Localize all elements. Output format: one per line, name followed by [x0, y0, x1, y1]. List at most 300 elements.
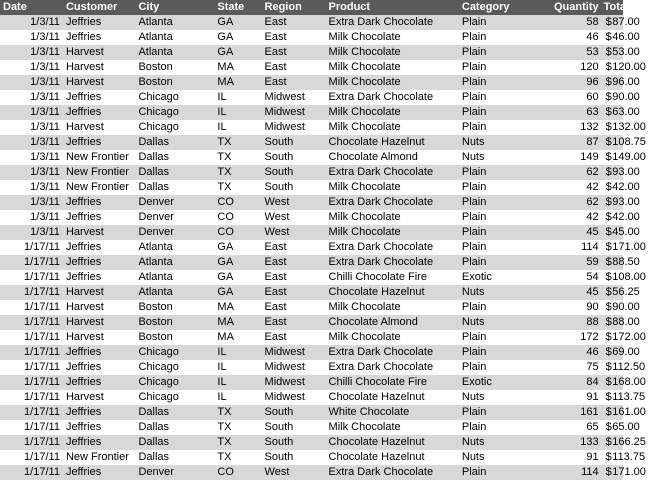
cell-total-sales[interactable]: 132.00	[612, 121, 646, 133]
cell-total-sales[interactable]: 149.00	[612, 151, 646, 163]
cell-category[interactable]: Exotic	[461, 271, 492, 283]
cell-product[interactable]: Milk Chocolate	[328, 46, 401, 58]
cell-date[interactable]: 1/17/11	[24, 256, 60, 268]
cell-total-sales[interactable]: 53.00	[612, 46, 640, 58]
cell-region[interactable]: South	[264, 136, 294, 148]
cell-category[interactable]: Nuts	[461, 391, 485, 403]
cell-total-sales[interactable]: 90.00	[612, 301, 640, 313]
cell-product[interactable]: Extra Dark Chocolate	[328, 346, 434, 358]
cell-category[interactable]: Plain	[461, 31, 487, 43]
cell-total-sales[interactable]: 42.00	[612, 181, 640, 193]
cell-quantity[interactable]: 63	[586, 106, 599, 118]
cell-currency-symbol[interactable]: $	[605, 391, 612, 403]
cell-quantity[interactable]: 58	[586, 16, 599, 28]
cell-category[interactable]: Plain	[461, 46, 487, 58]
cell-quantity[interactable]: 91	[586, 451, 599, 463]
cell-region[interactable]: East	[264, 61, 287, 73]
cell-currency-symbol[interactable]: $	[605, 46, 612, 58]
cell-customer[interactable]: Harvest	[65, 391, 104, 403]
cell-total-sales[interactable]: 45.00	[612, 226, 640, 238]
cell-product[interactable]: Chilli Chocolate Fire	[328, 271, 427, 283]
cell-date[interactable]: 1/17/11	[24, 286, 60, 298]
cell-customer[interactable]: Harvest	[65, 331, 104, 343]
cell-city[interactable]: Denver	[138, 196, 174, 208]
cell-region[interactable]: South	[264, 436, 294, 448]
cell-quantity[interactable]: 87	[586, 136, 599, 148]
cell-date[interactable]: 1/3/11	[30, 226, 60, 238]
cell-region[interactable]: West	[264, 211, 290, 223]
cell-category[interactable]: Plain	[461, 406, 487, 418]
cell-date[interactable]: 1/17/11	[24, 301, 60, 313]
cell-state[interactable]: IL	[217, 106, 227, 118]
cell-total-sales[interactable]: 120.00	[612, 61, 646, 73]
cell-quantity[interactable]: 114	[581, 466, 599, 478]
cell-date[interactable]: 1/3/11	[30, 61, 60, 73]
cell-category[interactable]: Nuts	[461, 316, 485, 328]
cell-city[interactable]: Dallas	[138, 151, 170, 163]
cell-date[interactable]: 1/17/11	[24, 316, 60, 328]
cell-state[interactable]: GA	[217, 46, 234, 58]
cell-city[interactable]: Dallas	[138, 421, 170, 433]
cell-state[interactable]: IL	[217, 346, 227, 358]
cell-state[interactable]: GA	[217, 256, 234, 268]
cell-date[interactable]: 1/17/11	[24, 241, 60, 253]
cell-category[interactable]: Plain	[461, 346, 487, 358]
cell-total-sales[interactable]: 161.00	[612, 406, 646, 418]
cell-currency-symbol[interactable]: $	[605, 91, 612, 103]
cell-date[interactable]: 1/17/11	[24, 376, 60, 388]
cell-date[interactable]: 1/17/11	[24, 361, 60, 373]
cell-quantity[interactable]: 120	[580, 61, 599, 73]
cell-quantity[interactable]: 59	[586, 256, 599, 268]
cell-customer[interactable]: New Frontier	[65, 151, 129, 163]
cell-city[interactable]: Dallas	[138, 136, 170, 148]
cell-city[interactable]: Dallas	[138, 451, 170, 463]
cell-category[interactable]: Plain	[461, 181, 487, 193]
cell-date[interactable]: 1/17/11	[24, 406, 60, 418]
cell-quantity[interactable]: 172	[580, 331, 599, 343]
cell-category[interactable]: Nuts	[461, 151, 485, 163]
cell-product[interactable]: Milk Chocolate	[328, 121, 401, 133]
cell-customer[interactable]: Jeffries	[65, 241, 102, 253]
cell-date[interactable]: 1/3/11	[30, 76, 60, 88]
cell-product[interactable]: Milk Chocolate	[328, 181, 401, 193]
cell-product[interactable]: Chocolate Hazelnut	[328, 436, 425, 448]
cell-customer[interactable]: Harvest	[65, 316, 104, 328]
cell-product[interactable]: Chocolate Hazelnut	[328, 391, 425, 403]
cell-product[interactable]: Chocolate Almond	[328, 151, 418, 163]
cell-city[interactable]: Atlanta	[138, 31, 173, 43]
cell-city[interactable]: Boston	[138, 301, 173, 313]
cell-product[interactable]: Chilli Chocolate Fire	[328, 376, 427, 388]
cell-currency-symbol[interactable]: $	[605, 16, 612, 28]
cell-city[interactable]: Chicago	[138, 346, 179, 358]
cell-currency-symbol[interactable]: $	[605, 376, 612, 388]
cell-category[interactable]: Plain	[461, 196, 487, 208]
cell-state[interactable]: MA	[217, 301, 234, 313]
cell-city[interactable]: Boston	[138, 331, 173, 343]
cell-total-sales[interactable]: 171.00	[612, 241, 646, 253]
cell-quantity[interactable]: 132	[580, 121, 599, 133]
cell-category[interactable]: Plain	[461, 76, 487, 88]
cell-quantity[interactable]: 54	[586, 271, 599, 283]
cell-quantity[interactable]: 46	[586, 31, 599, 43]
cell-region[interactable]: East	[264, 331, 287, 343]
cell-category[interactable]: Plain	[461, 421, 487, 433]
cell-state[interactable]: GA	[217, 241, 234, 253]
cell-customer[interactable]: Jeffries	[65, 16, 102, 28]
header-customer[interactable]: Customer	[65, 1, 118, 13]
cell-state[interactable]: IL	[217, 121, 227, 133]
cell-region[interactable]: Midwest	[264, 346, 305, 358]
cell-date[interactable]: 1/3/11	[30, 196, 60, 208]
cell-region[interactable]: Midwest	[264, 361, 305, 373]
cell-total-sales[interactable]: 90.00	[612, 91, 640, 103]
cell-total-sales[interactable]: 88.50	[612, 256, 640, 268]
cell-state[interactable]: IL	[217, 376, 227, 388]
cell-quantity[interactable]: 114	[581, 241, 599, 253]
cell-total-sales[interactable]: 69.00	[612, 346, 640, 358]
cell-currency-symbol[interactable]: $	[605, 166, 612, 178]
cell-city[interactable]: Chicago	[138, 361, 179, 373]
cell-state[interactable]: IL	[217, 361, 227, 373]
cell-quantity[interactable]: 46	[586, 346, 599, 358]
cell-state[interactable]: TX	[217, 166, 232, 178]
cell-date[interactable]: 1/17/11	[24, 466, 60, 478]
cell-quantity[interactable]: 133	[580, 436, 599, 448]
cell-product[interactable]: Milk Chocolate	[328, 76, 401, 88]
cell-category[interactable]: Nuts	[461, 136, 485, 148]
cell-customer[interactable]: Harvest	[65, 226, 104, 238]
cell-category[interactable]: Plain	[461, 226, 487, 238]
cell-product[interactable]: Extra Dark Chocolate	[328, 241, 434, 253]
cell-currency-symbol[interactable]: $	[605, 316, 612, 328]
cell-quantity[interactable]: 42	[586, 211, 599, 223]
cell-region[interactable]: South	[264, 181, 294, 193]
header-category[interactable]: Category	[461, 1, 510, 13]
cell-product[interactable]: Extra Dark Chocolate	[328, 91, 434, 103]
cell-date[interactable]: 1/3/11	[30, 136, 60, 148]
header-state[interactable]: State	[217, 1, 245, 13]
cell-city[interactable]: Dallas	[138, 406, 170, 418]
cell-date[interactable]: 1/3/11	[30, 181, 60, 193]
cell-quantity[interactable]: 60	[586, 91, 599, 103]
cell-quantity[interactable]: 149	[580, 151, 599, 163]
cell-region[interactable]: East	[264, 76, 287, 88]
cell-date[interactable]: 1/3/11	[30, 91, 60, 103]
cell-city[interactable]: Dallas	[138, 181, 170, 193]
cell-currency-symbol[interactable]: $	[605, 301, 612, 313]
cell-total-sales[interactable]: 93.00	[612, 196, 640, 208]
cell-product[interactable]: Extra Dark Chocolate	[328, 166, 434, 178]
header-total-sales[interactable]: Total Sales	[603, 1, 661, 13]
cell-quantity[interactable]: 53	[586, 46, 599, 58]
cell-state[interactable]: CO	[217, 211, 234, 223]
cell-city[interactable]: Atlanta	[138, 16, 173, 28]
cell-region[interactable]: East	[264, 241, 287, 253]
cell-customer[interactable]: Harvest	[65, 61, 104, 73]
cell-state[interactable]: MA	[217, 316, 234, 328]
cell-state[interactable]: MA	[217, 61, 234, 73]
header-region[interactable]: Region	[264, 1, 302, 13]
cell-total-sales[interactable]: 96.00	[612, 76, 640, 88]
cell-state[interactable]: MA	[217, 331, 234, 343]
cell-city[interactable]: Dallas	[138, 166, 170, 178]
cell-product[interactable]: Milk Chocolate	[328, 226, 401, 238]
cell-currency-symbol[interactable]: $	[605, 61, 612, 73]
cell-product[interactable]: Chocolate Hazelnut	[328, 451, 425, 463]
cell-region[interactable]: Midwest	[264, 106, 305, 118]
cell-currency-symbol[interactable]: $	[605, 421, 612, 433]
cell-region[interactable]: East	[264, 316, 287, 328]
cell-product[interactable]: Extra Dark Chocolate	[328, 361, 434, 373]
cell-currency-symbol[interactable]: $	[605, 346, 612, 358]
cell-city[interactable]: Atlanta	[138, 286, 173, 298]
cell-region[interactable]: Midwest	[264, 121, 305, 133]
cell-quantity[interactable]: 91	[586, 391, 599, 403]
cell-customer[interactable]: Jeffries	[65, 196, 102, 208]
cell-city[interactable]: Chicago	[138, 376, 179, 388]
cell-city[interactable]: Boston	[138, 61, 173, 73]
cell-total-sales[interactable]: 42.00	[612, 211, 640, 223]
cell-quantity[interactable]: 62	[586, 196, 599, 208]
cell-city[interactable]: Denver	[138, 466, 174, 478]
cell-region[interactable]: South	[264, 421, 294, 433]
cell-customer[interactable]: Harvest	[65, 286, 104, 298]
cell-state[interactable]: GA	[217, 271, 234, 283]
cell-category[interactable]: Nuts	[461, 451, 485, 463]
cell-quantity[interactable]: 45	[586, 226, 599, 238]
cell-customer[interactable]: Jeffries	[65, 271, 102, 283]
cell-category[interactable]: Nuts	[461, 286, 485, 298]
cell-product[interactable]: Chocolate Almond	[328, 316, 418, 328]
cell-state[interactable]: TX	[217, 151, 232, 163]
cell-region[interactable]: West	[264, 196, 290, 208]
cell-product[interactable]: Extra Dark Chocolate	[328, 196, 434, 208]
cell-category[interactable]: Plain	[461, 241, 487, 253]
cell-product[interactable]: White Chocolate	[328, 406, 410, 418]
cell-state[interactable]: IL	[217, 91, 227, 103]
cell-region[interactable]: East	[264, 286, 287, 298]
cell-city[interactable]: Chicago	[138, 391, 179, 403]
cell-quantity[interactable]: 90	[586, 301, 599, 313]
cell-customer[interactable]: Harvest	[65, 76, 104, 88]
cell-region[interactable]: Midwest	[264, 391, 305, 403]
cell-customer[interactable]: Jeffries	[65, 466, 102, 478]
cell-date[interactable]: 1/3/11	[30, 151, 60, 163]
cell-currency-symbol[interactable]: $	[605, 271, 612, 283]
cell-state[interactable]: GA	[217, 31, 234, 43]
cell-region[interactable]: East	[264, 31, 287, 43]
cell-state[interactable]: CO	[217, 196, 234, 208]
header-city[interactable]: City	[138, 1, 160, 13]
cell-total-sales[interactable]: 88.00	[612, 316, 640, 328]
cell-city[interactable]: Chicago	[138, 121, 179, 133]
cell-date[interactable]: 1/17/11	[24, 331, 60, 343]
cell-customer[interactable]: Jeffries	[65, 346, 102, 358]
cell-customer[interactable]: Jeffries	[65, 106, 102, 118]
cell-product[interactable]: Extra Dark Chocolate	[328, 466, 434, 478]
cell-product[interactable]: Chocolate Hazelnut	[328, 286, 425, 298]
cell-customer[interactable]: Harvest	[65, 301, 104, 313]
cell-product[interactable]: Extra Dark Chocolate	[328, 256, 434, 268]
cell-total-sales[interactable]: 172.00	[612, 331, 646, 343]
cell-city[interactable]: Atlanta	[138, 46, 173, 58]
cell-region[interactable]: East	[264, 46, 287, 58]
cell-date[interactable]: 1/3/11	[30, 166, 60, 178]
cell-product[interactable]: Milk Chocolate	[328, 301, 401, 313]
cell-total-sales[interactable]: 65.00	[612, 421, 640, 433]
cell-city[interactable]: Atlanta	[138, 256, 173, 268]
cell-state[interactable]: TX	[217, 136, 232, 148]
cell-quantity[interactable]: 45	[586, 286, 599, 298]
cell-currency-symbol[interactable]: $	[605, 406, 612, 418]
cell-currency-symbol[interactable]: $	[605, 226, 612, 238]
cell-city[interactable]: Atlanta	[138, 241, 173, 253]
cell-customer[interactable]: Jeffries	[65, 136, 102, 148]
cell-currency-symbol[interactable]: $	[605, 106, 612, 118]
cell-total-sales[interactable]: 113.75	[612, 451, 646, 463]
cell-total-sales[interactable]: 108.75	[612, 136, 646, 148]
cell-state[interactable]: IL	[217, 391, 227, 403]
cell-currency-symbol[interactable]: $	[605, 196, 612, 208]
cell-total-sales[interactable]: 168.00	[612, 376, 646, 388]
cell-total-sales[interactable]: 87.00	[612, 16, 640, 28]
cell-state[interactable]: TX	[217, 451, 232, 463]
cell-state[interactable]: TX	[217, 181, 232, 193]
cell-category[interactable]: Plain	[461, 211, 487, 223]
cell-customer[interactable]: Jeffries	[65, 406, 102, 418]
cell-region[interactable]: South	[264, 406, 294, 418]
cell-city[interactable]: Chicago	[138, 91, 179, 103]
cell-date[interactable]: 1/17/11	[24, 421, 60, 433]
cell-region[interactable]: South	[264, 166, 294, 178]
cell-state[interactable]: MA	[217, 76, 234, 88]
cell-category[interactable]: Plain	[461, 121, 487, 133]
cell-category[interactable]: Exotic	[461, 376, 492, 388]
cell-category[interactable]: Plain	[461, 166, 487, 178]
cell-state[interactable]: TX	[217, 421, 232, 433]
cell-date[interactable]: 1/3/11	[30, 121, 60, 133]
cell-customer[interactable]: Jeffries	[65, 211, 102, 223]
cell-city[interactable]: Boston	[138, 316, 173, 328]
cell-total-sales[interactable]: 166.25	[612, 436, 646, 448]
cell-currency-symbol[interactable]: $	[605, 361, 612, 373]
cell-total-sales[interactable]: 56.25	[612, 286, 640, 298]
cell-total-sales[interactable]: 108.00	[612, 271, 646, 283]
cell-quantity[interactable]: 84	[586, 376, 599, 388]
cell-city[interactable]: Denver	[138, 211, 174, 223]
cell-date[interactable]: 1/17/11	[24, 346, 60, 358]
cell-currency-symbol[interactable]: $	[605, 241, 612, 253]
cell-customer[interactable]: Jeffries	[65, 256, 102, 268]
cell-category[interactable]: Nuts	[461, 436, 485, 448]
cell-category[interactable]: Plain	[461, 361, 487, 373]
cell-region[interactable]: East	[264, 271, 287, 283]
cell-state[interactable]: GA	[217, 286, 234, 298]
cell-region[interactable]: Midwest	[264, 376, 305, 388]
cell-product[interactable]: Milk Chocolate	[328, 211, 401, 223]
cell-region[interactable]: West	[264, 466, 290, 478]
cell-date[interactable]: 1/17/11	[24, 436, 60, 448]
cell-customer[interactable]: New Frontier	[65, 181, 129, 193]
header-product[interactable]: Product	[328, 1, 371, 13]
cell-customer[interactable]: Harvest	[65, 121, 104, 133]
cell-currency-symbol[interactable]: $	[605, 121, 612, 133]
cell-currency-symbol[interactable]: $	[605, 286, 612, 298]
cell-customer[interactable]: Jeffries	[65, 31, 102, 43]
cell-category[interactable]: Plain	[461, 61, 487, 73]
cell-category[interactable]: Plain	[461, 91, 487, 103]
cell-region[interactable]: South	[264, 451, 294, 463]
cell-customer[interactable]: Harvest	[65, 46, 104, 58]
cell-total-sales[interactable]: 171.00	[612, 466, 646, 478]
cell-date[interactable]: 1/3/11	[30, 106, 60, 118]
cell-state[interactable]: TX	[217, 406, 232, 418]
cell-quantity[interactable]: 96	[586, 76, 599, 88]
cell-quantity[interactable]: 42	[586, 181, 599, 193]
header-date[interactable]: Date	[3, 1, 27, 13]
cell-product[interactable]: Milk Chocolate	[328, 331, 401, 343]
cell-currency-symbol[interactable]: $	[605, 181, 612, 193]
cell-date[interactable]: 1/3/11	[30, 16, 60, 28]
cell-state[interactable]: TX	[217, 436, 232, 448]
cell-quantity[interactable]: 75	[586, 361, 599, 373]
cell-currency-symbol[interactable]: $	[605, 136, 612, 148]
cell-currency-symbol[interactable]: $	[605, 151, 612, 163]
header-quantity[interactable]: Quantity	[553, 1, 599, 13]
cell-region[interactable]: East	[264, 16, 287, 28]
cell-customer[interactable]: New Frontier	[65, 166, 129, 178]
cell-date[interactable]: 1/17/11	[24, 451, 60, 463]
cell-region[interactable]: East	[264, 256, 287, 268]
cell-state[interactable]: CO	[217, 466, 234, 478]
cell-currency-symbol[interactable]: $	[605, 76, 612, 88]
cell-product[interactable]: Chocolate Hazelnut	[328, 136, 425, 148]
cell-customer[interactable]: Jeffries	[65, 361, 102, 373]
cell-category[interactable]: Plain	[461, 106, 487, 118]
cell-state[interactable]: GA	[217, 16, 234, 28]
cell-region[interactable]: South	[264, 151, 294, 163]
cell-state[interactable]: CO	[217, 226, 234, 238]
cell-date[interactable]: 1/17/11	[24, 271, 60, 283]
cell-product[interactable]: Milk Chocolate	[328, 61, 401, 73]
cell-quantity[interactable]: 161	[580, 406, 599, 418]
cell-city[interactable]: Atlanta	[138, 271, 173, 283]
cell-total-sales[interactable]: 46.00	[612, 31, 640, 43]
cell-customer[interactable]: Jeffries	[65, 436, 102, 448]
cell-date[interactable]: 1/3/11	[30, 211, 60, 223]
cell-product[interactable]: Milk Chocolate	[328, 31, 401, 43]
cell-category[interactable]: Plain	[461, 331, 487, 343]
cell-total-sales[interactable]: 112.50	[612, 361, 646, 373]
cell-customer[interactable]: New Frontier	[65, 451, 129, 463]
cell-currency-symbol[interactable]: $	[605, 451, 612, 463]
cell-currency-symbol[interactable]: $	[605, 436, 612, 448]
cell-city[interactable]: Chicago	[138, 106, 179, 118]
cell-region[interactable]: East	[264, 301, 287, 313]
cell-city[interactable]: Boston	[138, 76, 173, 88]
cell-date[interactable]: 1/3/11	[30, 46, 60, 58]
cell-product[interactable]: Extra Dark Chocolate	[328, 16, 434, 28]
cell-product[interactable]: Milk Chocolate	[328, 106, 401, 118]
cell-customer[interactable]: Jeffries	[65, 91, 102, 103]
cell-category[interactable]: Plain	[461, 466, 487, 478]
cell-date[interactable]: 1/3/11	[30, 31, 60, 43]
cell-region[interactable]: West	[264, 226, 290, 238]
cell-currency-symbol[interactable]: $	[605, 466, 612, 478]
cell-customer[interactable]: Jeffries	[65, 421, 102, 433]
